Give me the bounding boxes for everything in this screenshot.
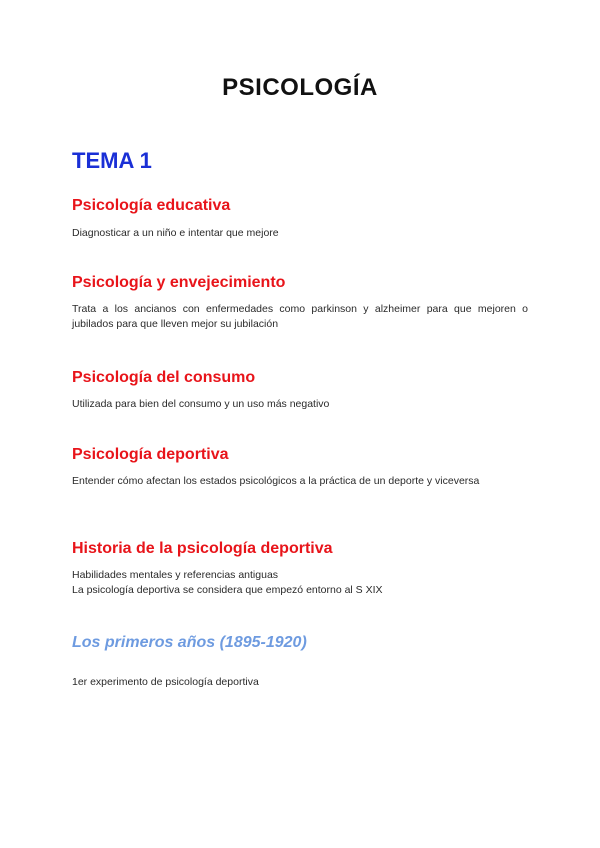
- historia-line-2: La psicología deportiva se considera que empezó entorno al S XIX: [72, 584, 383, 596]
- section-text-consumo: Utilizada para bien del consumo y un uso más negativo: [72, 398, 330, 410]
- section-heading-deportiva: Psicología deportiva: [72, 446, 229, 463]
- section-heading-consumo: Psicología del consumo: [72, 369, 256, 386]
- subsection-heading: Los primeros años (1895-1920): [72, 634, 307, 651]
- topic-heading: TEMA 1: [72, 148, 152, 173]
- document-title: PSICOLOGÍA: [222, 74, 378, 101]
- section-heading-educativa: Psicología educativa: [72, 197, 231, 214]
- section-text-historia: [72, 568, 528, 598]
- section-text-deportiva: Entender cómo afectan los estados psicológicos a la práctica de un deporte y viceversa: [72, 475, 480, 487]
- section-text-envejecimiento: Trata a los ancianos con enfermedades como parkinson y alzheimer para que mejoren o jubilados para que lleven mejor su jubilación: [72, 303, 528, 330]
- section-text-educativa: Diagnosticar a un niño e intentar que mejore: [72, 227, 279, 239]
- section-heading-historia: Historia de la psicología deportiva: [72, 540, 333, 557]
- subsection-text: 1er experimento de psicología deportiva: [72, 676, 259, 688]
- section-heading-envejecimiento: Psicología y envejecimiento: [72, 274, 286, 291]
- historia-line-1: Habilidades mentales y referencias antiguas: [72, 569, 279, 581]
